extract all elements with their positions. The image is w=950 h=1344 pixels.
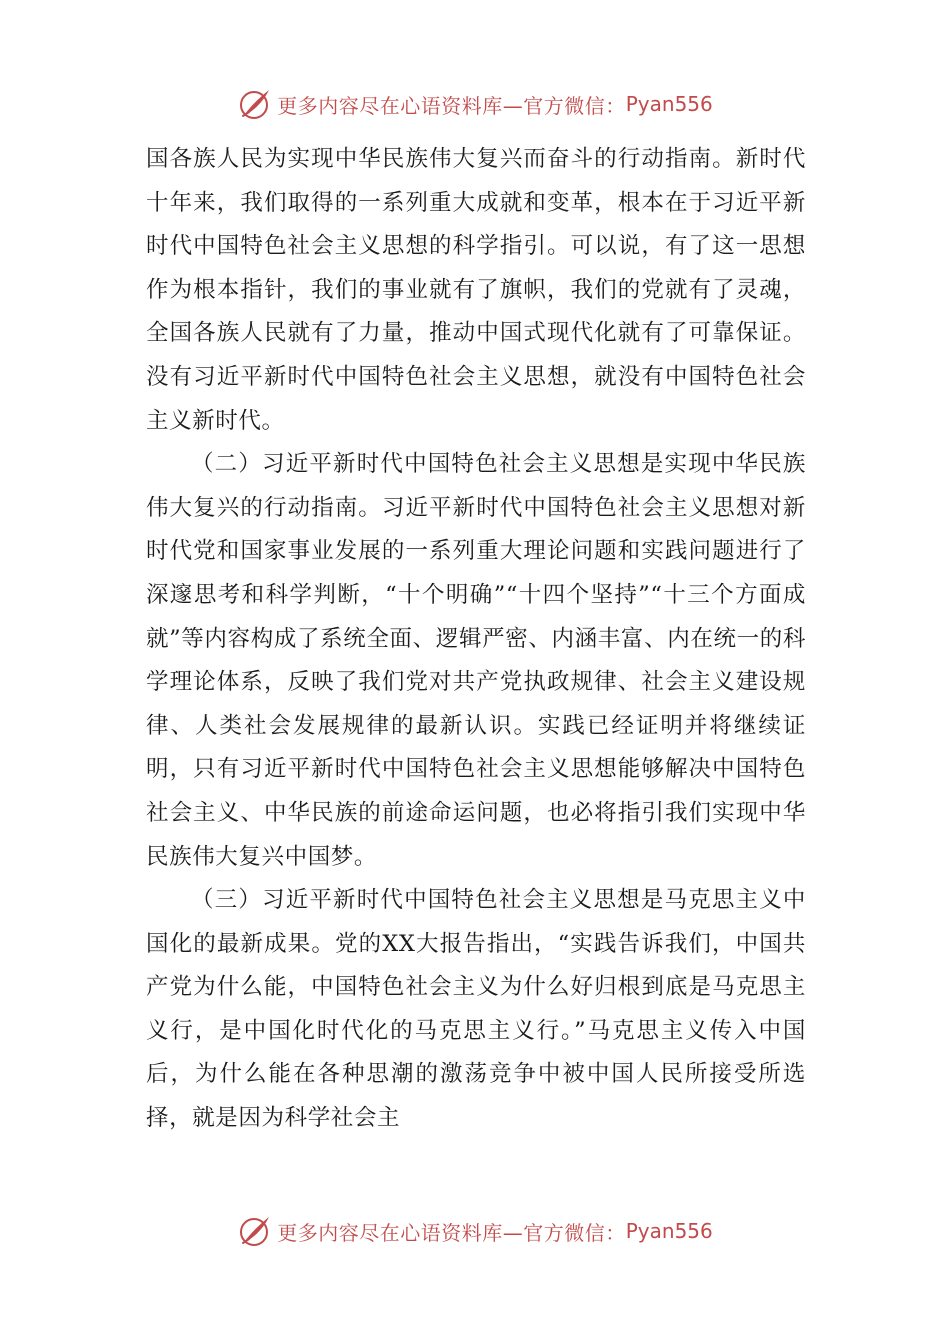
watermark-header	[0, 84, 950, 124]
document-body	[146, 138, 806, 1141]
paragraph-2: （二）习近平新时代中国特色社会主义思想是实现中华民族伟大复兴的行动指南。习近平新时代中国特色社会主义思想对新时代党和国家事业发展的一系列重大理论问题和实践问题进行了深邃思考和科学判断，“十个明确”“十四个坚持”“十三个方面成就”等内容构成了系统全面、逻辑严密、内涵丰富、内在统一的科学理论体系，反映了我们党对共产党执政规律、社会主义建设规律、人类社会发展规律的最新认识。实践已经证明并将继续证明，只有习近平新时代中国特色社会主义思想能够解决中国特色社会主义、中华民族的前途命运问题，也必将指引我们实现中华民族伟大复兴中国梦。	[146, 451, 806, 870]
watermark-wechat-id: Pyan556	[625, 92, 713, 116]
watermark-wechat-id: Pyan556	[625, 1219, 713, 1243]
paragraph-1: 国各族人民为实现中华民族伟大复兴而奋斗的行动指南。新时代十年来，我们取得的一系列重大成就和变革，根本在于习近平新时代中国特色社会主义思想的科学指引。可以说，有了这一思想作为根本指针，我们的事业就有了旗帜，我们的党就有了灵魂，全国各族人民就有了力量，推动中国式现代化就有了可靠保证。没有习近平新时代中国特色社会主义思想，就没有中国特色社会主义新时代。	[146, 146, 806, 434]
watermark-footer	[0, 1211, 950, 1251]
quill-logo-icon	[237, 1213, 273, 1249]
quill-logo-icon	[237, 86, 273, 122]
watermark-text: 更多内容尽在心语资料库—官方微信：	[277, 1220, 626, 1245]
watermark-text: 更多内容尽在心语资料库—官方微信：	[277, 93, 626, 118]
paragraph-3: （三）习近平新时代中国特色社会主义思想是马克思主义中国化的最新成果。党的XX大报告指出，“实践告诉我们，中国共产党为什么能，中国特色社会主义为什么好归根到底是马克思主义行，是中国化时代化的马克思主义行。”马克思主义传入中国后，为什么能在各种思潮的激荡竞争中被中国人民所接受所选择，就是因为科学社会主	[146, 887, 806, 1132]
